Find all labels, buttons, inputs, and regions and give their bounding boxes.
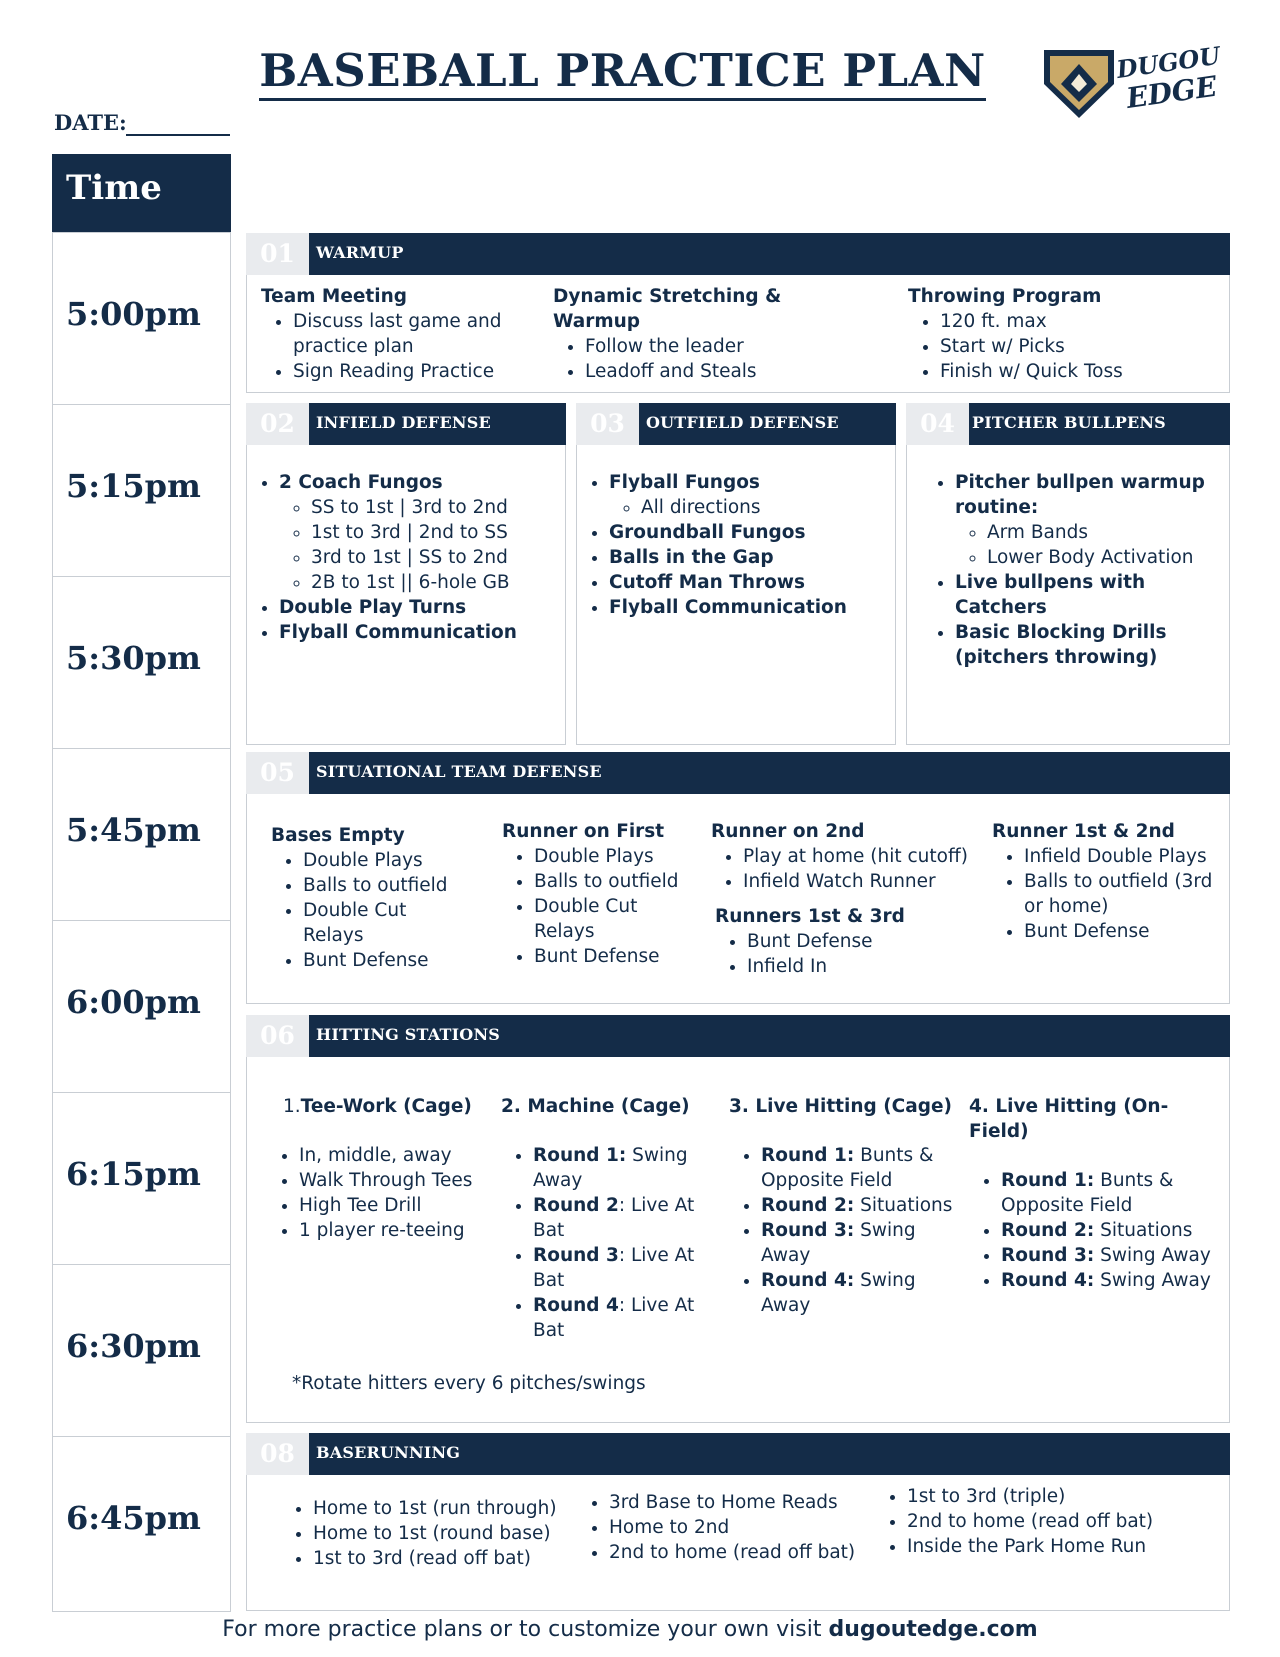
column-heading: Throwing Program <box>908 286 1102 307</box>
list-item: • Double Cut Relays <box>303 898 471 948</box>
baserunning-column <box>875 1484 1175 1559</box>
list-item: • Flyball Fungos ◦ All directions <box>609 470 895 520</box>
time-slot <box>53 1093 230 1265</box>
time-slot <box>53 921 230 1093</box>
column-heading: Bases Empty <box>271 825 405 846</box>
section-header <box>246 403 566 445</box>
footer <box>0 1617 1260 1642</box>
list-item: • 1 player re-teeing <box>299 1218 493 1243</box>
time-slot <box>53 749 230 921</box>
sub-item: ◦ Lower Body Activation <box>987 545 1223 570</box>
list-item: • Balls in the Gap <box>609 545 895 570</box>
warmup-section <box>246 233 1230 393</box>
list-item: • Home to 1st (run through) <box>313 1496 571 1521</box>
list-item: • Play at home (hit cutoff) <box>743 844 981 869</box>
runner-second-column <box>711 819 981 979</box>
time-label: 5:30pm <box>66 639 201 677</box>
list-item: • Round 4: Swing Away <box>761 1268 959 1318</box>
section-title: HITTING STATIONS <box>316 1025 501 1044</box>
column-heading: Dynamic Stretching & Warmup <box>553 286 782 332</box>
live-cage-column <box>729 1094 959 1318</box>
list-item: • 2nd to home (read off bat) <box>609 1540 867 1565</box>
infield-list <box>247 470 565 645</box>
section-header <box>246 233 1230 275</box>
section-number: 08 <box>246 1433 309 1475</box>
list-item: • Double Plays <box>534 844 702 869</box>
column-heading: 4. Live Hitting (On-Field) <box>969 1096 1169 1142</box>
list-item: • Groundball Fungos <box>609 520 895 545</box>
section-header <box>246 1433 1230 1475</box>
column-heading: 1.Tee-Work (Cage) <box>283 1096 472 1117</box>
bases-empty-column <box>271 823 471 973</box>
list-item: • Infield In <box>747 954 981 979</box>
section-number: 04 <box>906 403 969 445</box>
list-item: • Infield Watch Runner <box>743 869 981 894</box>
baseball-diamond-shield-icon <box>1040 44 1220 122</box>
logo-text-line1: DUGOUT <box>1114 44 1220 84</box>
list-item: • Cutoff Man Throws <box>609 570 895 595</box>
outfield-defense-section <box>576 403 896 745</box>
footer-text: For more practice plans or to customize your own visit <box>222 1617 829 1642</box>
section-number: 06 <box>246 1015 309 1057</box>
list-item: • 2nd to home (read off bat) <box>907 1509 1175 1534</box>
sub-item: ◦ SS to 1st | 3rd to 2nd <box>311 495 565 520</box>
list-item: • 1st to 3rd (triple) <box>907 1484 1175 1509</box>
list-item: • Leadoff and Steals <box>585 359 873 384</box>
runner-1st-2nd-column <box>992 819 1222 944</box>
section-title: WARMUP <box>316 243 404 262</box>
pitcher-bullpens-section <box>906 403 1230 745</box>
baserunning-column <box>577 1490 867 1565</box>
list-item: • Double Cut Relays <box>534 894 702 944</box>
section-header <box>576 403 896 445</box>
sub-item: ◦ 1st to 3rd | 2nd to SS <box>311 520 565 545</box>
list-item: • Flyball Communication <box>609 595 895 620</box>
hitting-stations-section <box>246 1015 1230 1423</box>
time-label: 5:00pm <box>66 295 201 333</box>
warmup-column <box>261 284 531 384</box>
outfield-list <box>577 470 895 620</box>
list-item: • Walk Through Tees <box>299 1168 493 1193</box>
logo-text-line2: EDGE <box>1124 69 1219 115</box>
list-item: • Round 4: Live At Bat <box>533 1293 731 1343</box>
date-input-line[interactable] <box>126 134 230 136</box>
situational-defense-section <box>246 752 1230 1004</box>
baserunning-column <box>281 1496 571 1571</box>
section-title: OUTFIELD DEFENSE <box>646 413 839 432</box>
runner-first-column <box>502 819 702 969</box>
list-item: • Flyball Communication <box>279 620 565 645</box>
list-item: • 2 Coach Fungos ◦ SS to 1st | 3rd to 2nd ◦ 1st to 3rd | 2nd to SS ◦ 3rd to 1st | SS to 2nd ◦ 2B to 1st || 6-hole GB <box>279 470 565 595</box>
section-title: SITUATIONAL TEAM DEFENSE <box>316 762 602 781</box>
list-item: • Sign Reading Practice <box>293 359 531 384</box>
list-item: • Bunt Defense <box>303 948 471 973</box>
time-slot <box>53 405 230 577</box>
section-title: PITCHER BULLPENS <box>972 413 1166 432</box>
list-item: • Round 3: Live At Bat <box>533 1243 731 1293</box>
list-item: • Basic Blocking Drills (pitchers throwing) <box>955 620 1223 670</box>
list-item: • 3rd Base to Home Reads <box>609 1490 867 1515</box>
column-heading: 2. Machine (Cage) <box>501 1096 690 1117</box>
machine-column <box>501 1094 731 1343</box>
section-number: 01 <box>246 233 309 275</box>
sub-item: ◦ All directions <box>641 495 895 520</box>
list-item: • Inside the Park Home Run <box>907 1534 1175 1559</box>
time-column-header: Time <box>52 154 231 232</box>
time-label: 5:45pm <box>66 811 201 849</box>
section-header <box>906 403 1230 445</box>
sub-item: ◦ 3rd to 1st | SS to 2nd <box>311 545 565 570</box>
column-heading: Runner 1st & 2nd <box>992 821 1175 842</box>
section-number: 05 <box>246 752 309 794</box>
tee-work-column <box>283 1094 493 1243</box>
warmup-column <box>908 284 1208 384</box>
list-item: • Round 1: Bunts & Opposite Field <box>1001 1168 1219 1218</box>
column-heading: Runners 1st & 3rd <box>715 906 905 927</box>
column-heading: Team Meeting <box>261 286 408 307</box>
section-title: BASERUNNING <box>316 1443 461 1462</box>
list-item: • Balls to outfield (3rd or home) <box>1024 869 1222 919</box>
list-item: • Round 3: Swing Away <box>761 1218 959 1268</box>
list-item: • 120 ft. max <box>940 309 1208 334</box>
section-header <box>246 1015 1230 1057</box>
list-item: • Round 4: Swing Away <box>1001 1268 1219 1293</box>
sub-item: ◦ 2B to 1st || 6-hole GB <box>311 570 565 595</box>
section-number: 03 <box>576 403 639 445</box>
list-item: • Balls to outfield <box>303 873 471 898</box>
column-heading: Runner on First <box>502 821 665 842</box>
section-title: INFIELD DEFENSE <box>316 413 491 432</box>
list-item: • Round 2: Live At Bat <box>533 1193 731 1243</box>
list-item: • Pitcher bullpen warmup routine: ◦ Arm Bands ◦ Lower Body Activation <box>955 470 1223 570</box>
time-slot <box>53 233 230 405</box>
infield-defense-section <box>246 403 566 745</box>
list-item: • Balls to outfield <box>534 869 702 894</box>
list-item: • Bunt Defense <box>534 944 702 969</box>
time-slot <box>53 1265 230 1437</box>
live-field-column <box>969 1094 1219 1293</box>
logo <box>1040 44 1220 122</box>
list-item: • Bunt Defense <box>747 929 981 954</box>
list-item: • Round 2: Situations <box>1001 1218 1219 1243</box>
section-number: 02 <box>246 403 309 445</box>
time-label: 6:45pm <box>66 1499 201 1537</box>
time-label: 6:15pm <box>66 1155 201 1193</box>
time-slot <box>53 1437 230 1609</box>
column-heading: Runner on 2nd <box>711 821 865 842</box>
list-item: • Round 3: Swing Away <box>1001 1243 1219 1268</box>
time-slot <box>53 577 230 749</box>
list-item: • Home to 2nd <box>609 1515 867 1540</box>
baserunning-section <box>246 1433 1230 1611</box>
list-item: • Follow the leader <box>585 334 873 359</box>
footer-link[interactable]: dugoutedge.com <box>828 1617 1038 1642</box>
list-item: • Finish w/ Quick Toss <box>940 359 1208 384</box>
list-item: • Bunt Defense <box>1024 919 1222 944</box>
list-item: • Infield Double Plays <box>1024 844 1222 869</box>
page-title: BASEBALL PRACTICE PLAN <box>0 44 1245 97</box>
list-item: • Live bullpens with Catchers <box>955 570 1223 620</box>
list-item: • Round 1: Swing Away <box>533 1143 731 1193</box>
list-item: • Double Play Turns <box>279 595 565 620</box>
date-label: DATE: <box>54 110 127 135</box>
list-item: • Round 1: Bunts & Opposite Field <box>761 1143 959 1193</box>
list-item: • Discuss last game and practice plan <box>293 309 531 359</box>
warmup-column <box>553 284 873 384</box>
list-item: • Round 2: Situations <box>761 1193 959 1218</box>
time-label: 6:30pm <box>66 1327 201 1365</box>
section-header <box>246 752 1230 794</box>
pitcher-list <box>907 470 1223 670</box>
list-item: • Start w/ Picks <box>940 334 1208 359</box>
time-label: 6:00pm <box>66 983 201 1021</box>
list-item: • High Tee Drill <box>299 1193 493 1218</box>
time-column <box>52 232 231 1612</box>
list-item: • 1st to 3rd (read off bat) <box>313 1546 571 1571</box>
time-label: 5:15pm <box>66 467 201 505</box>
list-item: • In, middle, away <box>299 1143 493 1168</box>
column-heading: 3. Live Hitting (Cage) <box>729 1096 952 1117</box>
sub-item: ◦ Arm Bands <box>987 520 1223 545</box>
list-item: • Home to 1st (round base) <box>313 1521 571 1546</box>
hitting-note: *Rotate hitters every 6 pitches/swings <box>292 1373 646 1394</box>
list-item: • Double Plays <box>303 848 471 873</box>
